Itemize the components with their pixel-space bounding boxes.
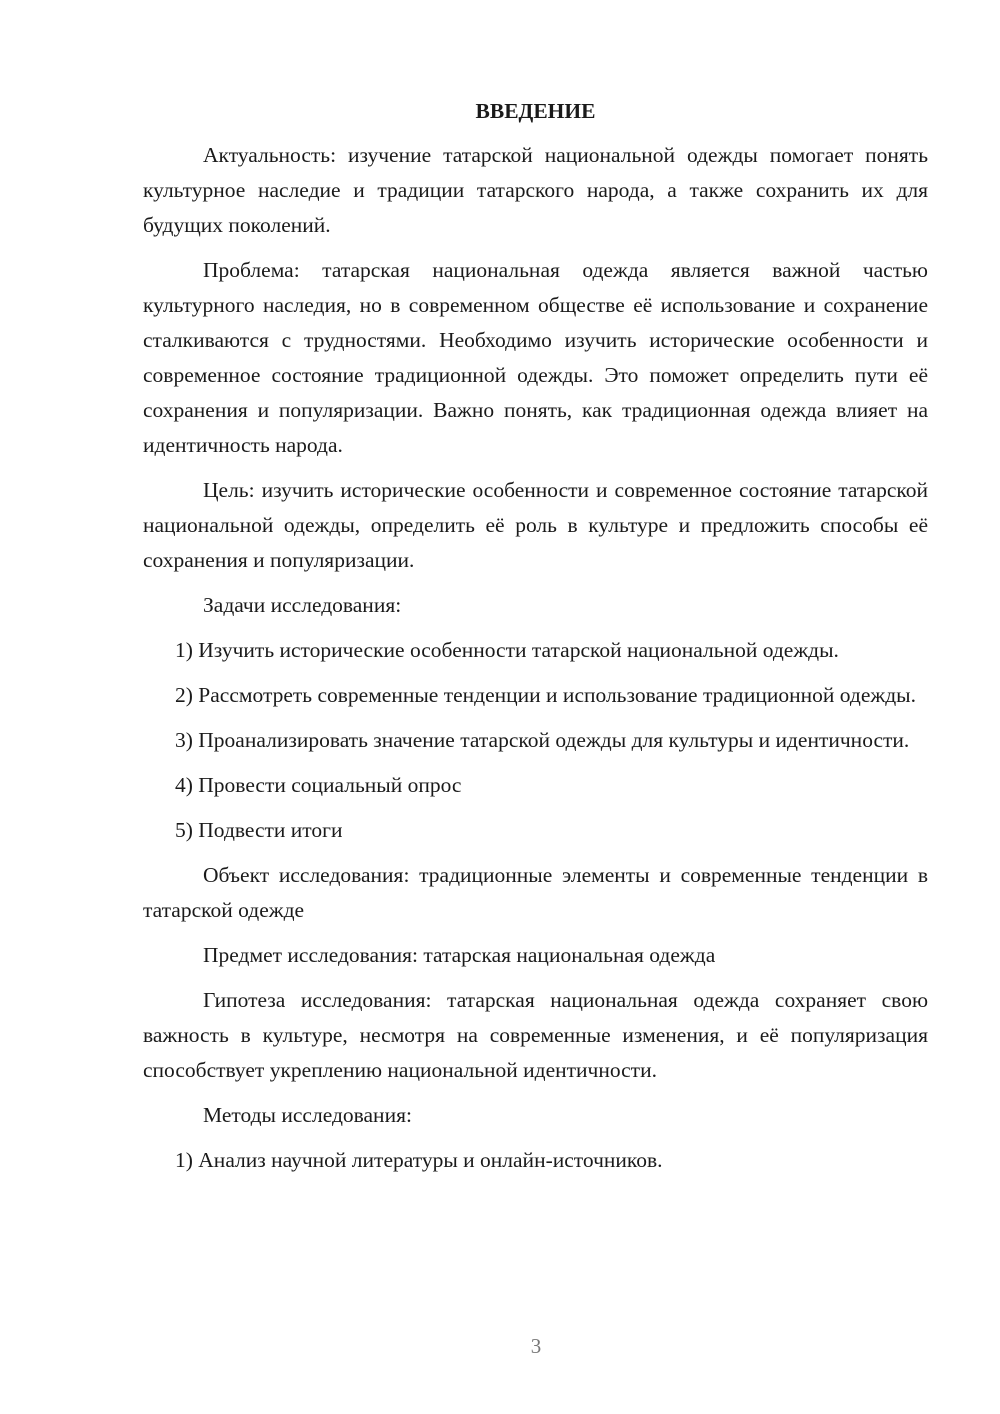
paragraph-tasks-heading: Задачи исследования: bbox=[203, 593, 402, 617]
list-item-task-2: 2) Рассмотреть современные тенденции и использование традиционной одежды. bbox=[175, 683, 916, 707]
paragraph-object: Объект исследования: традиционные элементы и современные тенденции в татарской одежде bbox=[143, 863, 928, 922]
paragraph-goal: Цель: изучить исторические особенности и современное состояние татарской национальной одежды, определить её роль в культуре и предложить способы её сохранения и популяризации. bbox=[143, 478, 928, 572]
paragraph-subject: Предмет исследования: татарская национальная одежда bbox=[203, 943, 716, 967]
section-title: ВВЕДЕНИЕ bbox=[475, 99, 596, 123]
list-item-task-5: 5) Подвести итоги bbox=[175, 818, 343, 842]
paragraph-hypothesis: Гипотеза исследования: татарская национальная одежда сохраняет свою важность в культуре, несмотря на современные изменения, и её популяризация способствует укреплению национальной идентичности. bbox=[143, 988, 928, 1082]
page-number: 3 bbox=[530, 1334, 542, 1358]
list-item-method-1: 1) Анализ научной литературы и онлайн-источников. bbox=[175, 1148, 663, 1172]
list-item-task-4: 4) Провести социальный опрос bbox=[175, 773, 462, 797]
document-page bbox=[143, 96, 928, 1188]
paragraph-relevance: Актуальность: изучение татарской национальной одежды помогает понять культурное наследие и традиции татарского народа, а также сохранить их для будущих поколений. bbox=[143, 143, 928, 237]
paragraph-problem: Проблема: татарская национальная одежда является важной частью культурного наследия, но в современном обществе её использование и сохранение сталкиваются с трудностями. Необходимо изучить исторические особенности и современное состояние традиционной одежды. Это поможет определить пути её сохранения и популяризации. Важно понять, как традиционная одежда влияет на идентичность народа. bbox=[143, 258, 928, 457]
list-item-task-1: 1) Изучить исторические особенности татарской национальной одежды. bbox=[175, 638, 839, 662]
list-item-task-3: 3) Проанализировать значение татарской одежды для культуры и идентичности. bbox=[175, 728, 910, 752]
paragraph-methods-heading: Методы исследования: bbox=[203, 1103, 412, 1127]
